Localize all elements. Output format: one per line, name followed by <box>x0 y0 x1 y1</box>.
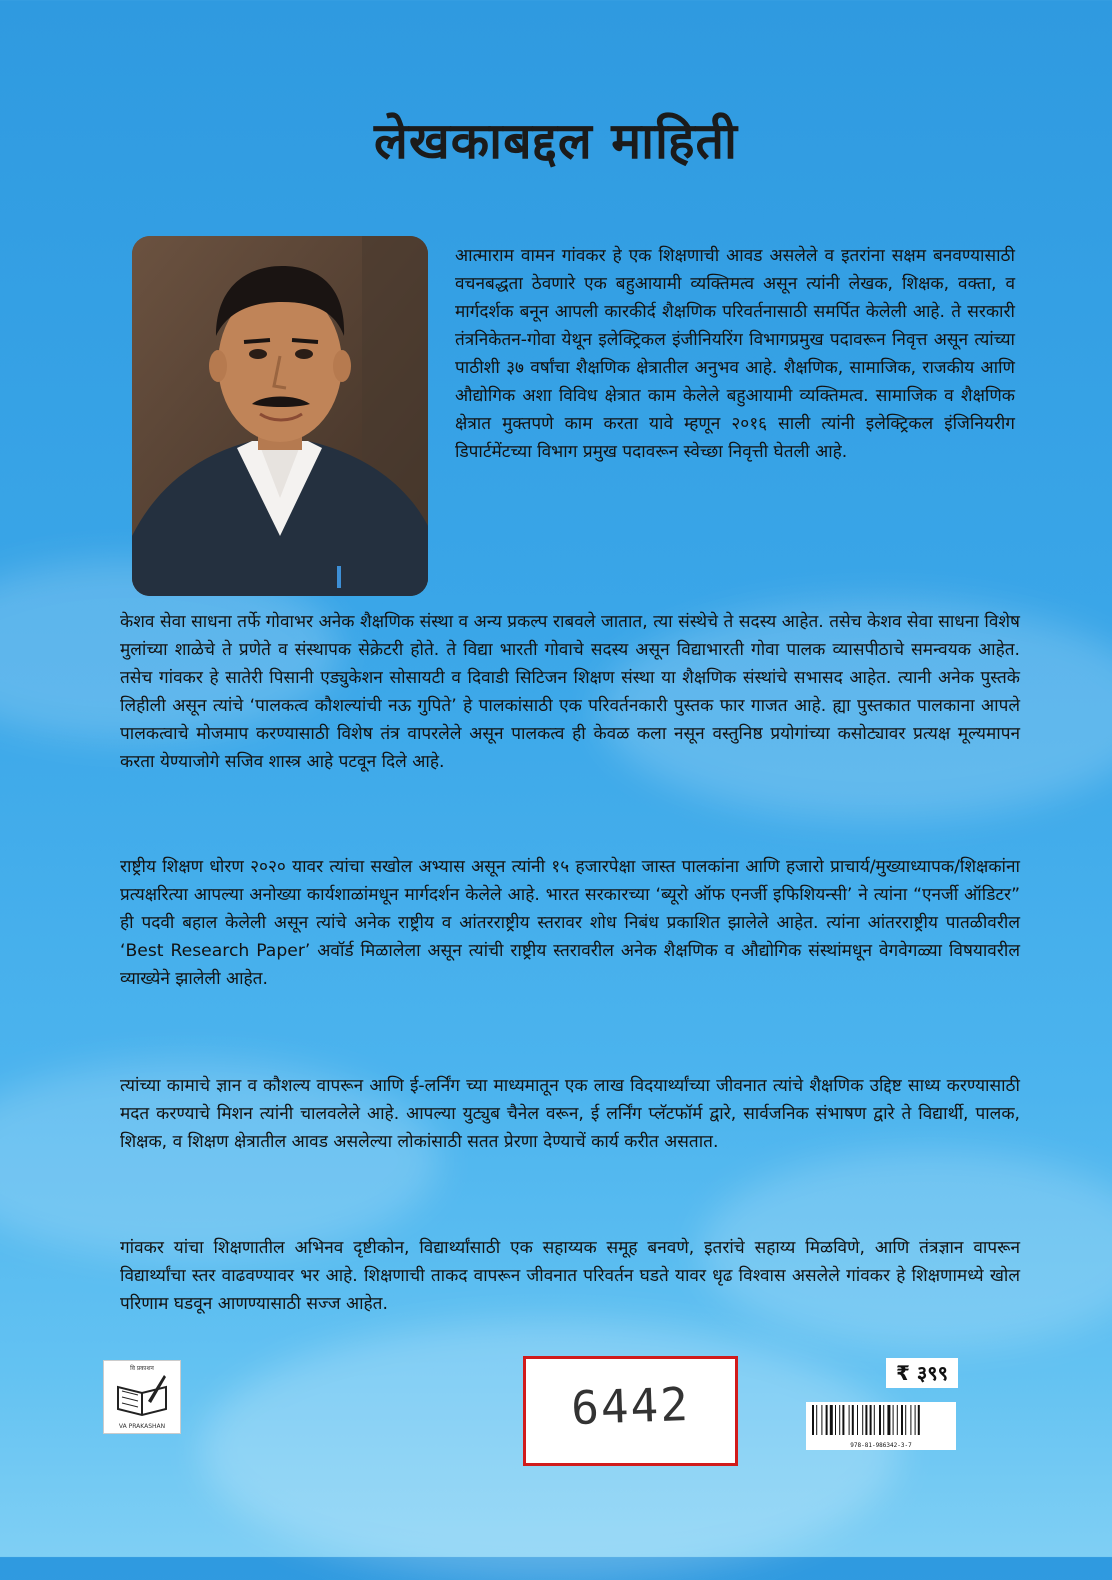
barcode-bar <box>874 1405 875 1435</box>
barcode-bar <box>821 1405 822 1435</box>
barcode-bar <box>897 1405 898 1435</box>
barcode-bar <box>887 1405 890 1435</box>
barcode-bar <box>879 1405 881 1435</box>
barcode-bar <box>870 1405 872 1435</box>
publisher-logo <box>103 1360 181 1434</box>
portrait-icon <box>132 236 428 596</box>
author-photo <box>132 236 428 596</box>
library-stamp <box>523 1356 738 1466</box>
barcode-bar <box>842 1405 844 1435</box>
barcode-bar <box>835 1405 836 1435</box>
vision-paragraph: गांवकर यांचा शिक्षणातील अभिनव दृष्टीकोन, विद्यार्थ्यांसाठी एक सहाय्यक समूह बनवणे, इतरांचे सहाय्य मिळविणे, आणि तंत्रज्ञान वापरून विद्यार्थ्यांचा स्तर वाढवण्यावर भर आहे. शिक्षणाची ताकद वापरून जीवनात परिवर्तन घडते यावर धृढ विश्वास असलेले गांवकर हे शिक्षणामध्ये खोल परिणाम घडवून आणण्यासाठी सज्ज आहेत. <box>120 1238 1020 1314</box>
barcode-bar <box>812 1405 814 1435</box>
barcode-bar <box>865 1405 867 1435</box>
author-intro-paragraph: आत्माराम वामन गांवकर हे एक शिक्षणाची आवड असलेले व इतरांना सक्षम बनवण्यासाठी वचनबद्धता ठेवणारे एक बहुआयामी व्यक्तिमत्व असून त्यांनी लेखक, शिक्षक, वक्ता, व मार्गदर्शक बनून आपली कारकीर्द शैक्षणिक परिवर्तनासाठी समर्पित केलेली आहे. ते सरकारी तंत्रनिकेतन-गोवा येथून इलेक्ट्रिकल इंजीनियरिंग विभागप्रमुख पदावरून निवृत्त असून त्यांच्या पाठीशी ३७ वर्षांचा शैक्षणिक क्षेत्रातील अनुभव आहे. शैक्षणिक, सामाजिक, राजकीय आणि औद्योगिक अशा विविध क्षेत्रात काम केलेले बहुआयामी व्यक्तिमत्व. सामाजिक व शैक्षणिक क्षेत्रात मुक्तपणे काम करता यावे म्हणून २०१६ साली त्यांनी इलेक्ट्रिकल इंजिनियरीग डिपार्टमेंटच्या विभाग प्रमुख पदावरून स्वेच्छा निवृत्ती घेतली आहे. <box>455 246 1015 462</box>
publisher-top-text: वि प्रकाशन <box>130 1365 154 1372</box>
barcode-bar <box>910 1405 911 1435</box>
barcode-bar <box>862 1405 863 1435</box>
barcode-bar <box>893 1405 894 1435</box>
isbn-text: 978-81-986342-3-7 <box>850 1442 912 1449</box>
barcode-bar <box>857 1405 858 1435</box>
barcode-icon <box>810 1405 952 1435</box>
isbn-barcode <box>806 1402 956 1450</box>
social-work-paragraph: केशव सेवा साधना तर्फे गोवाभर अनेक शैक्षणिक संस्था व अन्य प्रकल्प राबवले जातात, त्या संस्थेचे ते सदस्य आहेत. तसेच केशव सेवा साधना विशेष मुलांच्या शाळेचे ते प्रणेते व संस्थापक सेक्रेटरी होते. ते विद्या भारती गोवाचे सदस्य असून विद्याभारती गोवा पालक व्यासपीठाचे समन्वयक आहेत. तसेच गांवकर हे सातेरी पिसानी एड्युकेशन सोसायटी व दिवाडी सिटिजन शिक्षण संस्था या शैक्षणिक संस्थांचे सभासद आहेत. त्यानी अनेक पुस्तके लिहीली असून त्यांचे ‘पालकत्व कौशल्यांची नऊ गुपिते’ हे पालकांसाठी एक परिवर्तनकारी पुस्तक फार गाजत आहे. ह्या पुस्तकात पालकाना आपले पालकत्वाचे मोजमाप करण्यासाठी विशेष तंत्र वापरलेले असून पालकत्व ही केवळ कला नसून वस्तुनिष्ठ प्रयोगांच्या कसोट्यावर प्रत्यक्ष मूल्यमापन करता येण्याजोगे सजिव शास्त्र आहे पटवून दिले आहे. <box>120 612 1020 772</box>
barcode-bar <box>883 1405 884 1435</box>
page-title: लेखकाबद्दल माहिती <box>373 112 738 170</box>
mission-paragraph: त्यांच्या कामाचे ज्ञान व कौशल्य वापरून आणि ई-लर्निंग च्या माध्यमातून एक लाख विदयार्थ्यांच्या जीवनात त्यांचे शैक्षणिक उद्दिष्ट साध्य करण्यासाठी मदत करण्याचे मिशन त्यांनी चालवलेले आहे. आपल्या युट्युब चैनेल वरून, ई लर्निंग प्लॅटफॉर्म द्वारे, सार्वजनिक संभाषण द्वारे ते विद्यार्थी, पालक, शिक्षक, व शिक्षण क्षेत्रातील आवड असलेल्या लोकांसाठी सतत प्रेरणा देण्याचें कार्य करीत असतात. <box>120 1076 1020 1152</box>
barcode-bar <box>915 1405 916 1435</box>
stamp-number: 6442 <box>570 1376 691 1436</box>
barcode-bar <box>816 1405 817 1435</box>
achievements-paragraph: राष्ट्रीय शिक्षण धोरण २०२० यावर त्यांचा सखोल अभ्यास असून त्यांनी १५ हजारपेक्षा जास्त पालकांना आणि हजारो प्राचार्य/मुख्याध्यापक/शिक्षकांना प्रत्यक्षरित्या आपल्या अनोख्या कार्यशाळांमधून मार्गदर्शन केलेले आहे. भारत सरकारच्या ‘ब्यूरो ऑफ एनर्जी इफिशियन्सी’ ने त्यांना “एनर्जी ऑडिटर” ही पदवी बहाल केलेली असून त्यांचे अनेक राष्ट्रीय व आंतरराष्ट्रीय स्तरावर शोध निबंध प्रकाशित झालेले आहेत. त्यांना आंतरराष्ट्रीय पातळीवरील ‘Best Research Paper’ अवॉर्ड मिळालेला असून त्यांची राष्ट्रीय स्तरावरील अनेक शैक्षणिक व औद्योगिक संस्थांमधून वेगवेगळ्या विषयावरील व्याख्येने झालेली आहेत. <box>120 857 1020 989</box>
barcode-bar <box>905 1405 906 1435</box>
barcode-bar <box>901 1405 903 1435</box>
barcode-bar <box>830 1405 833 1435</box>
publisher-name: VA PRAKASHAN <box>118 1423 166 1430</box>
price-tag: ₹ ३९९ <box>886 1358 958 1388</box>
barcode-bar <box>839 1405 840 1435</box>
barcode-bar <box>852 1405 854 1435</box>
barcode-bar <box>826 1405 828 1435</box>
barcode-bar <box>849 1405 850 1435</box>
barcode-bar <box>918 1405 920 1435</box>
